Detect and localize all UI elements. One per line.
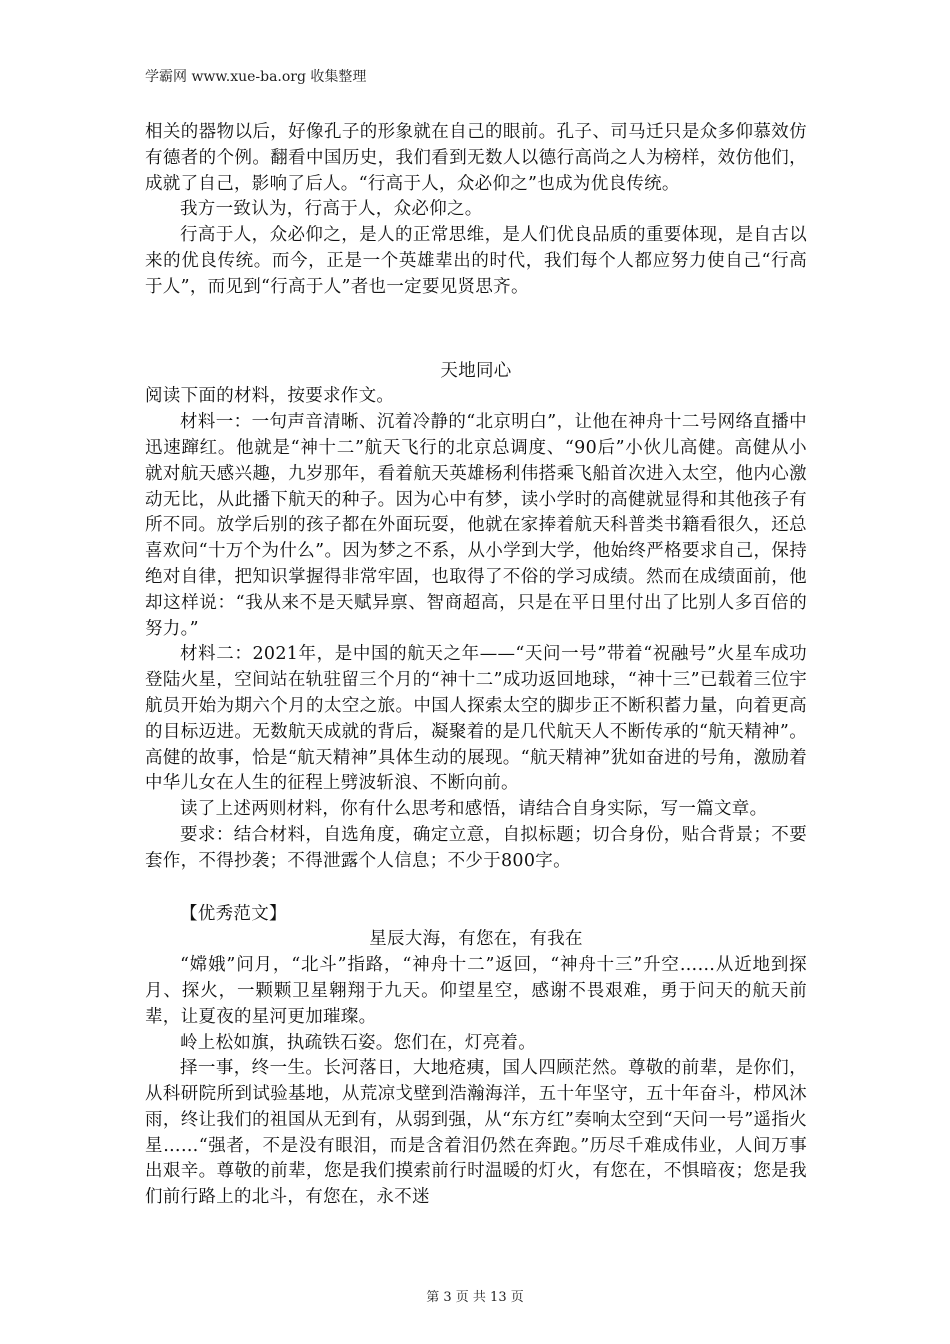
essay-title: 星辰大海，有您在，有我在 (369, 929, 583, 950)
section-title: 天地同心 (440, 360, 512, 381)
paragraph: 我方一致认为，行高于人，众必仰之。 (180, 199, 483, 220)
spacer (145, 875, 807, 902)
paragraph: 要求：结合材料，自选角度，确定立意，自拟标题；切合身份，贴合背景；不要套作，不得抄袭；不得泄露个人信息；不少于800字。 (145, 824, 807, 871)
paragraph: 岭上松如旗，执疏铁石姿。您们在，灯亮着。 (180, 1032, 536, 1053)
paragraph: 读了上述两则材料，你有什么思考和感悟，请结合自身实际，写一篇文章。 (180, 799, 768, 820)
paragraph: 择一事，终一生。长河落日，大地疮痍，国人四顾茫然。尊敬的前辈，是你们，从科研院所到试验基地，从荒凉戈壁到浩瀚海洋，五十年坚守，五十年奋斗，栉风沐雨，终让我们的祖国从无到有，从弱到强，从“东方红”奏响太空到“天问一号”遥指火星……“强者，不是没有眼泪，而是含着泪仍然在奔跑。”历尽千难成伟业，人间万事出艰辛。尊敬的前辈，您是我们摸索前行时温暖的灯火，有您在，不惧暗夜；您是我们前行路上的北斗，有您在，永不迷 (145, 1058, 807, 1208)
paragraph: “嫦娥”问月，“北斗”指路，“神舟十二”返回，“神舟十三”升空……从近地到探月、探火，一颗颗卫星翱翔于九天。仰望星空，感谢不畏艰难，勇于问天的航天前辈，让夏夜的星河更加璀璨。 (145, 955, 807, 1027)
section-label: 【优秀范文】 (180, 903, 287, 924)
paragraph: 相关的器物以后，好像孔子的形象就在自己的眼前。孔子、司马迁只是众多仰慕效仿有德者的个例。翻看中国历史，我们看到无数人以德行高尚之人为榜样，效仿他们，成就了自己，影响了后人。“行高于人，众必仰之”也成为优良传统。 (145, 122, 807, 194)
page-header: 学霸网 www.xue-ba.org 收集整理 (145, 69, 367, 85)
spacer (145, 301, 807, 359)
paragraph: 阅读下面的材料，按要求作文。 (145, 386, 395, 407)
page-footer: 第 3 页 共 13 页 (426, 1290, 524, 1305)
document-body (145, 120, 807, 1211)
paragraph: 行高于人，众必仰之，是人的正常思维，是人们优良品质的重要体现，是自古以来的优良传统。而今，正是一个英雄辈出的时代，我们每个人都应努力使自己“行高于人”，而见到“行高于人”者也一定要见贤思齐。 (145, 225, 807, 297)
paragraph: 材料一：一句声音清晰、沉着冷静的“北京明白”，让他在神舟十二号网络直播中迅速蹿红。他就是“神十二”航天飞行的北京总调度、“90后”小伙儿高健。高健从小就对航天感兴趣，九岁那年，看着航天英雄杨利伟搭乘飞船首次进入太空，他内心激动无比，从此播下航天的种子。因为心中有梦，读小学时的高健就显得和其他孩子有所不同。放学后别的孩子都在外面玩耍，他就在家捧着航天科普类书籍看很久，还总喜欢问“十万个为什么”。因为梦之不系，从小学到大学，他始终严格要求自己，保持绝对自律，把知识掌握得非常牢固，也取得了不俗的学习成绩。然而在成绩面前，他却这样说：“我从来不是天赋异禀、智商超高，只是在平日里付出了比别人多百倍的努力。” (145, 412, 807, 639)
paragraph: 材料二：2021年，是中国的航天之年——“天问一号”带着“祝融号”火星车成功登陆火星，空间站在轨驻留三个月的“神十二”成功返回地球，“神十三”已载着三位宇航员开始为期六个月的太空之旅。中国人探索太空的脚步正不断积蓄力量，向着更高的目标迈进。无数航天成就的背后，凝聚着的是几代航天人不断传承的“航天精神”。高健的故事，恰是“航天精神”具体生动的展现。“航天精神”犹如奋进的号角，激励着中华儿女在人生的征程上劈波斩浪、不断向前。 (145, 644, 807, 794)
